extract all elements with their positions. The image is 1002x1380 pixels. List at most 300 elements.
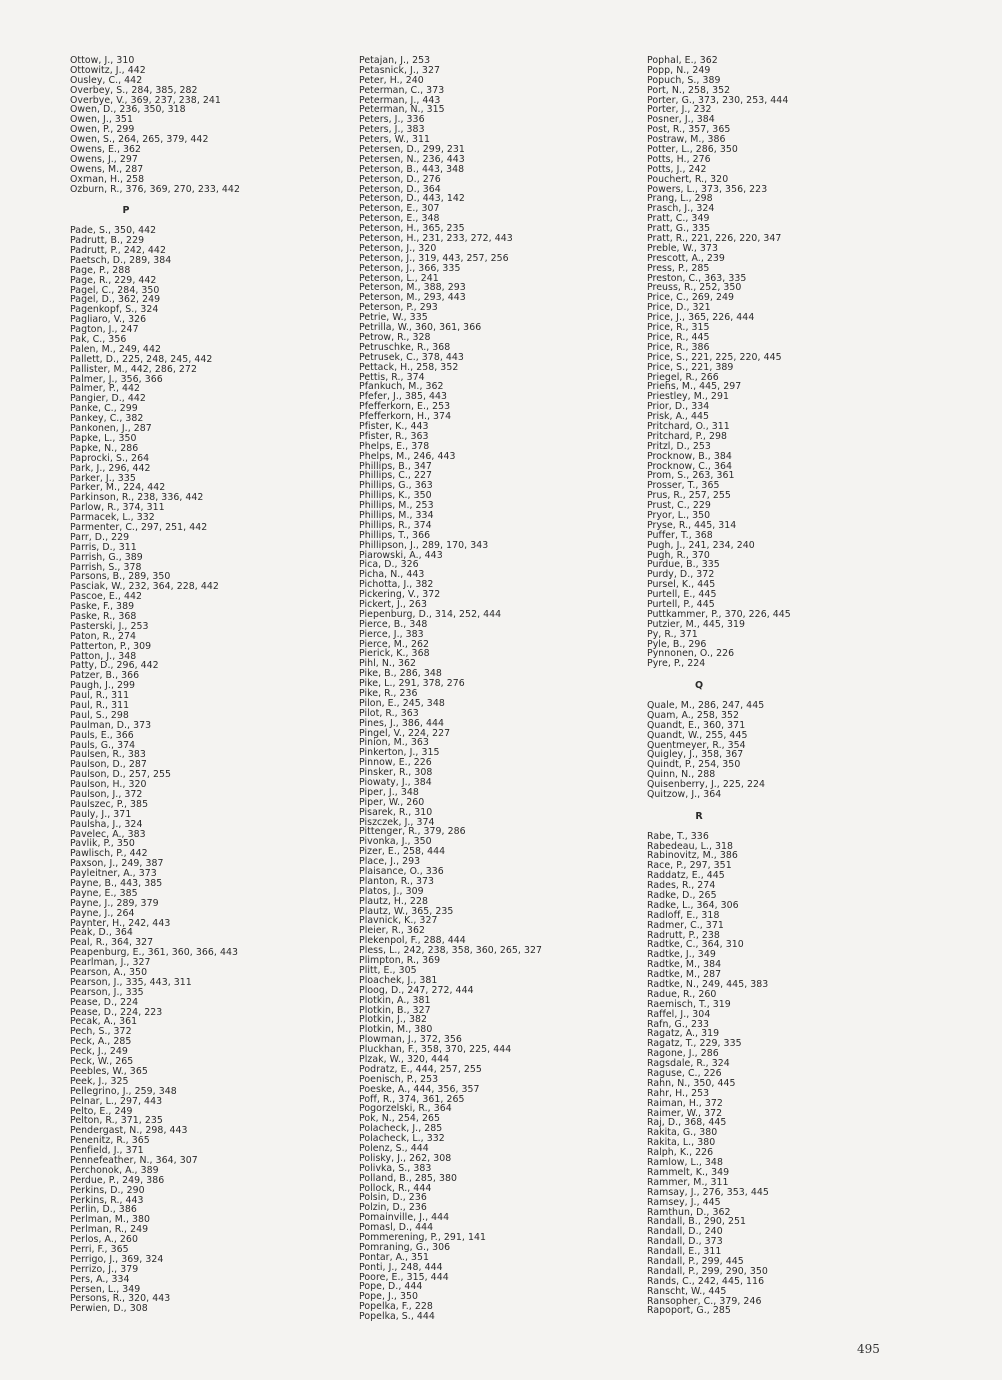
index-entry: Peterman, C., 373 <box>359 84 445 96</box>
index-entry: Owens, M., 287 <box>70 163 144 175</box>
index-entry: Plimpton, R., 369 <box>359 955 441 967</box>
index-entry: Plotkin, M., 380 <box>359 1024 433 1036</box>
index-entry: Ragatz, T., 229, 335 <box>647 1038 742 1050</box>
index-entry: Paxson, J., 249, 387 <box>70 858 164 870</box>
index-entry: Plzak, W., 320, 444 <box>359 1053 450 1065</box>
index-entry: Potter, L., 286, 350 <box>647 144 738 156</box>
index-entry: Py, R., 371 <box>647 628 698 640</box>
index-entry: Petersen, D., 299, 231 <box>359 144 465 156</box>
index-entry: Parmenter, C., 297, 251, 442 <box>70 521 208 533</box>
index-entry: Rands, C., 242, 445, 116 <box>647 1275 765 1287</box>
index-entry: Pickert, J., 263 <box>359 598 427 610</box>
index-entry: Priehs, M., 445, 297 <box>647 381 742 393</box>
index-entry: Pratt, R., 221, 226, 220, 347 <box>647 233 782 245</box>
index-entry: Pinsker, R., 308 <box>359 767 433 779</box>
index-entry: Pers, A., 334 <box>70 1273 130 1285</box>
index-entry: Parmacek, L., 332 <box>70 512 155 524</box>
index-entry: Peter, H., 240 <box>359 74 424 86</box>
index-entry: Pizer, E., 258, 444 <box>359 846 446 858</box>
index-entry: Piowaty, J., 384 <box>359 777 432 789</box>
index-entry: Popelka, S., 444 <box>359 1311 435 1323</box>
index-entry: Phelps, M., 246, 443 <box>359 450 456 462</box>
index-entry: Poff, R., 374, 361, 265 <box>359 1093 465 1105</box>
index-entry: Overbye, V., 369, 237, 238, 241 <box>70 94 221 106</box>
index-entry: Payne, J., 289, 379 <box>70 897 159 909</box>
index-entry: Purtell, E., 445 <box>647 589 717 601</box>
index-entry: Ransopher, C., 379, 246 <box>647 1295 762 1307</box>
index-entry: Ploachek, J., 381 <box>359 974 438 986</box>
index-entry: Radmer, C., 371 <box>647 919 724 931</box>
index-entry: Parris, D., 311 <box>70 541 137 553</box>
index-entry: Peterson, D., 443, 142 <box>359 193 465 205</box>
index-entry: Pines, J., 386, 444 <box>359 717 445 729</box>
index-entry: Perkins, D., 290 <box>70 1184 145 1196</box>
index-entry: Pomainville, J., 444 <box>359 1212 450 1224</box>
index-entry: Raiman, H., 372 <box>647 1097 723 1109</box>
index-entry: Pritchard, O., 311 <box>647 420 730 432</box>
index-entry: Ragone, J., 286 <box>647 1048 719 1060</box>
index-entry: Pallister, M., 442, 286, 272 <box>70 363 197 375</box>
index-entry: Pomraning, G., 306 <box>359 1241 451 1253</box>
index-entry: Page, P., 288 <box>70 264 131 276</box>
index-entry: Padrutt, B., 229 <box>70 235 145 247</box>
index-entry: Radtke, M., 384 <box>647 959 722 971</box>
index-entry: Pugh, R., 370 <box>647 549 710 561</box>
index-entry: Pearson, J., 335 <box>70 986 144 998</box>
index-entry: Paulson, D., 257, 255 <box>70 769 172 781</box>
index-entry: Piarowski, A., 443 <box>359 549 443 561</box>
index-entry: Peterson, D., 364 <box>359 183 441 195</box>
index-entry: Pratt, G., 335 <box>647 223 711 235</box>
index-entry: Pangier, D., 442 <box>70 393 146 405</box>
index-entry: Priegel, R., 266 <box>647 371 719 383</box>
index-entry: Perrizo, J., 379 <box>70 1263 139 1275</box>
index-entry: Porter, J., 232 <box>647 104 712 116</box>
index-entry: Pierick, K., 368 <box>359 648 430 660</box>
index-entry: Pisarek, R., 310 <box>359 806 433 818</box>
index-entry: Pallett, D., 225, 248, 245, 442 <box>70 353 213 365</box>
index-entry: Polland, B., 285, 380 <box>359 1172 458 1184</box>
index-entry: Perlin, D., 386 <box>70 1204 137 1216</box>
index-entry: Prust, C., 229 <box>647 500 711 512</box>
index-entry: Phillips, B., 347 <box>359 460 432 472</box>
index-entry: Pinion, M., 363 <box>359 737 429 749</box>
index-entry: Popp, N., 249 <box>647 64 711 76</box>
index-entry: Purdue, B., 335 <box>647 559 720 571</box>
index-entry: Paulson, H., 320 <box>70 779 147 791</box>
index-entry: Pittenger, R., 379, 286 <box>359 826 466 838</box>
index-entry: Pless, L., 242, 238, 358, 360, 265, 327 <box>359 945 543 957</box>
index-entry: Pasciak, W., 232, 364, 228, 442 <box>70 581 219 593</box>
index-entry: Prior, D., 334 <box>647 401 710 413</box>
index-entry: Owen, J., 351 <box>70 114 133 126</box>
index-entry: Peters, W., 311 <box>359 134 431 146</box>
index-entry: Parr, D., 229 <box>70 531 130 543</box>
index-entry: Piper, W., 260 <box>359 796 425 808</box>
index-entry: Pfister, R., 363 <box>359 430 429 442</box>
index-entry: Pica, D., 326 <box>359 559 419 571</box>
index-entry: Paul, R., 311 <box>70 699 130 711</box>
section-letter-heading: R <box>695 810 703 822</box>
index-entry: Preble, W., 373 <box>647 242 718 254</box>
index-entry: Radtke, M., 287 <box>647 969 722 981</box>
index-entry: Pearson, J., 335, 443, 311 <box>70 976 192 988</box>
index-entry: Pingel, V., 224, 227 <box>359 727 451 739</box>
index-entry: Petrie, W., 335 <box>359 312 428 324</box>
index-entry: Poore, E., 315, 444 <box>359 1271 449 1283</box>
index-entry: Rabe, T., 336 <box>647 830 709 842</box>
index-entry: Peterson, J., 320 <box>359 242 437 254</box>
index-entry: Pratt, C., 349 <box>647 213 710 225</box>
index-entry: Place, J., 293 <box>359 856 421 868</box>
index-entry: Peterson, J., 319, 443, 257, 256 <box>359 252 509 264</box>
index-entry: Raemisch, T., 319 <box>647 998 731 1010</box>
index-entry: Pease, D., 224 <box>70 996 139 1008</box>
index-entry: Pauls, G., 374 <box>70 739 136 751</box>
index-entry: Peterson, D., 276 <box>359 173 441 185</box>
index-entry: Paske, F., 389 <box>70 601 135 613</box>
section-letter-heading: P <box>122 205 130 217</box>
index-entry: Phillips, M., 253 <box>359 500 434 512</box>
index-entry: Preuss, R., 252, 350 <box>647 282 742 294</box>
index-entry: Powers, L., 373, 356, 223 <box>647 183 768 195</box>
index-entry: Press, P., 285 <box>647 262 710 274</box>
index-entry: Pilot, R., 363 <box>359 707 419 719</box>
index-entry: Patzer, B., 366 <box>70 670 140 682</box>
index-entry: Phillips, M., 334 <box>359 509 434 521</box>
index-entry: Ragsdale, R., 324 <box>647 1058 730 1070</box>
index-entry: Polenz, S., 444 <box>359 1142 429 1154</box>
index-entry: Pope, D., 444 <box>359 1281 423 1293</box>
index-entry: Petruschke, R., 368 <box>359 341 451 353</box>
index-entry: Plitt, E., 305 <box>359 964 417 976</box>
index-entry: Paulman, D., 373 <box>70 719 152 731</box>
index-entry: Porter, G., 373, 230, 253, 444 <box>647 94 789 106</box>
index-entry: Parker, M., 224, 442 <box>70 482 166 494</box>
index-entry: Overbey, S., 284, 385, 282 <box>70 84 198 96</box>
index-entry: Pierce, J., 383 <box>359 628 424 640</box>
index-entry: Peterson, E., 348 <box>359 213 440 225</box>
index-entry: Phillips, K., 350 <box>359 490 432 502</box>
index-entry: Pagel, C., 284, 350 <box>70 284 160 296</box>
index-entry: Putzier, M., 445, 319 <box>647 618 746 630</box>
index-entry: Pagel, D., 362, 249 <box>70 294 161 306</box>
index-entry: Pease, D., 224, 223 <box>70 1006 163 1018</box>
index-entry: Radloff, E., 318 <box>647 909 720 921</box>
index-entry: Pauly, J., 371 <box>70 808 132 820</box>
index-entry: Radke, D., 265 <box>647 890 717 901</box>
index-entry: Peterson, M., 388, 293 <box>359 282 466 294</box>
index-entry: Perwien, D., 308 <box>70 1303 148 1315</box>
index-entry: Oxman, H., 258 <box>70 173 145 185</box>
index-entry: Pouchert, R., 320 <box>647 173 729 185</box>
section-spacer <box>70 194 350 206</box>
index-entry: Price, R., 386 <box>647 341 710 353</box>
index-entry: Perrigo, J., 369, 324 <box>70 1253 164 1265</box>
index-entry: Procknow, C., 364 <box>647 460 732 472</box>
index-entry: Raj, D., 368, 445 <box>647 1117 727 1129</box>
index-entry: Picha, N., 443 <box>359 569 425 581</box>
index-entry: Padrutt, P., 242, 442 <box>70 245 166 257</box>
index-entry: Rapoport, G., 285 <box>647 1305 731 1317</box>
index-entry: Rahn, N., 350, 445 <box>647 1077 736 1089</box>
index-entry: Pfefer, J., 385, 443 <box>359 391 448 403</box>
index-entry: Price, R., 445 <box>647 331 710 343</box>
index-entry: Peters, J., 383 <box>359 124 425 136</box>
index-entry: Peterson, P., 293 <box>359 302 438 314</box>
index-entry: Pritchard, P., 298 <box>647 430 727 442</box>
index-entry: Pihl, N., 362 <box>359 658 417 670</box>
index-entry: Rabinovitz, M., 386 <box>647 850 738 862</box>
index-entry: Paulson, J., 372 <box>70 789 143 800</box>
index-entry: Owen, S., 264, 265, 379, 442 <box>70 134 209 146</box>
index-entry: Plotkin, A., 381 <box>359 994 431 1006</box>
index-entry: Ottow, J., 310 <box>70 55 135 66</box>
index-entry: Paulson, D., 287 <box>70 759 147 771</box>
index-entry: Ralph, K., 226 <box>647 1147 714 1159</box>
index-entry: Ploog, D., 247, 272, 444 <box>359 984 474 996</box>
index-entry: Polacheck, J., 285 <box>359 1123 443 1135</box>
index-entry: Radue, R., 260 <box>647 988 717 1000</box>
index-entry: Randall, D., 373 <box>647 1236 723 1248</box>
index-entry: Payne, J., 264 <box>70 907 135 919</box>
index-entry: Petersen, N., 236, 443 <box>359 153 465 165</box>
index-entry: Paske, R., 368 <box>70 610 137 622</box>
index-entry: Polacheck, L., 332 <box>359 1133 445 1145</box>
index-entry: Prus, R., 257, 255 <box>647 490 731 502</box>
index-entry: Phillips, G., 363 <box>359 480 433 492</box>
index-entry: Rammer, M., 311 <box>647 1176 729 1188</box>
index-entry: Pade, S., 350, 442 <box>70 225 157 237</box>
index-entry: Prosser, T., 365 <box>647 480 720 492</box>
index-entry: Pellegrino, J., 259, 348 <box>70 1085 177 1097</box>
index-entry: Pankey, C., 382 <box>70 413 144 425</box>
index-entry: Ramsay, J., 276, 353, 445 <box>647 1186 769 1198</box>
index-entry: Pak, C., 356 <box>70 334 127 346</box>
index-entry: Pennefeather, N., 364, 307 <box>70 1154 198 1166</box>
index-entry: Petrusek, C., 378, 443 <box>359 351 464 363</box>
index-entry: Quisenberry, J., 225, 224 <box>647 779 765 791</box>
index-entry: Peterson, H., 231, 233, 272, 443 <box>359 233 513 245</box>
index-entry: Peck, W., 265 <box>70 1056 134 1068</box>
index-entry: Peterson, B., 443, 348 <box>359 163 465 175</box>
index-entry: Peek, J., 325 <box>70 1075 129 1087</box>
index-entry: Owens, E., 362 <box>70 144 142 156</box>
index-entry: Ramsey, J., 445 <box>647 1196 721 1208</box>
index-entry: Pryse, R., 445, 314 <box>647 519 737 531</box>
index-entry: Perkins, R., 443 <box>70 1194 144 1206</box>
index-entry: Persen, L., 349 <box>70 1283 141 1295</box>
index-entry: Pelnar, L., 297, 443 <box>70 1095 163 1107</box>
index-entry: Priestley, M., 291 <box>647 391 729 403</box>
index-entry: Polzin, D., 236 <box>359 1202 427 1214</box>
index-entry: Perdue, P., 249, 386 <box>70 1174 165 1186</box>
index-entry: Radke, L., 364, 306 <box>647 899 739 911</box>
index-entry: Pike, L., 291, 378, 276 <box>359 678 465 690</box>
index-entry: Pinkerton, J., 315 <box>359 747 440 759</box>
index-entry: Phelps, E., 378 <box>359 440 430 452</box>
index-column-1 <box>70 56 350 1314</box>
index-entry: Ramthun, D., 362 <box>647 1206 731 1218</box>
index-entry: Pugh, J., 241, 234, 240 <box>647 539 755 551</box>
index-entry: Quitzow, J., 364 <box>647 789 722 800</box>
index-entry: Persons, R., 320, 443 <box>70 1293 171 1305</box>
index-entry: Phillips, C., 227 <box>359 470 433 482</box>
index-entry: Petasnick, J., 327 <box>359 64 440 76</box>
index-entry: Plowman, J., 372, 356 <box>359 1034 462 1046</box>
index-entry: Petrow, R., 328 <box>359 331 431 343</box>
index-entry: Peterman, J., 443 <box>359 94 441 106</box>
index-entry: Quindt, P., 254, 350 <box>647 759 741 771</box>
index-entry: Pynnonen, O., 226 <box>647 648 735 660</box>
index-entry: Radtke, J., 349 <box>647 949 716 961</box>
index-entry: Plaisance, O., 336 <box>359 866 444 878</box>
index-entry: Paprocki, S., 264 <box>70 452 150 464</box>
index-entry: Poeske, A., 444, 356, 357 <box>359 1083 480 1095</box>
index-entry: Pophal, E., 362 <box>647 55 718 66</box>
index-entry: Pfister, K., 443 <box>359 420 429 432</box>
index-entry: Pettack, H., 258, 352 <box>359 361 459 373</box>
page-number: 495 <box>857 1342 880 1356</box>
index-entry: Patton, J., 348 <box>70 650 137 662</box>
index-entry: Puttkammer, P., 370, 226, 445 <box>647 608 791 620</box>
index-entry: Pilon, E., 245, 348 <box>359 697 445 709</box>
index-entry: Prasch, J., 324 <box>647 203 715 215</box>
index-entry: Rakita, L., 380 <box>647 1137 716 1149</box>
index-entry: Pyle, B., 296 <box>647 638 707 650</box>
index-entry: Parrish, S., 378 <box>70 561 142 573</box>
index-entry: Randall, D., 240 <box>647 1226 723 1238</box>
index-entry: Peterson, E., 307 <box>359 203 440 215</box>
index-entry: Price, S., 221, 389 <box>647 361 734 373</box>
index-entry: Paton, R., 274 <box>70 630 137 642</box>
index-entry: Pavelec, A., 383 <box>70 828 146 840</box>
index-entry: Pearlman, J., 327 <box>70 957 151 969</box>
index-entry: Phillipson, J., 289, 170, 343 <box>359 539 489 551</box>
index-entry: Perlman, M., 380 <box>70 1214 151 1226</box>
index-entry: Pryor, L., 350 <box>647 509 711 521</box>
index-entry: Pierce, B., 348 <box>359 618 428 630</box>
index-entry: Randall, P., 299, 290, 350 <box>647 1265 768 1277</box>
index-column-3 <box>647 56 927 1316</box>
index-entry: Pagliaro, V., 326 <box>70 314 147 326</box>
index-entry: Pyre, P., 224 <box>647 658 706 670</box>
index-entry: Pagton, J., 247 <box>70 324 139 336</box>
index-entry: Quandt, E., 360, 371 <box>647 719 746 731</box>
index-entry: Raguse, C., 226 <box>647 1068 722 1080</box>
index-entry: Papke, L., 350 <box>70 432 137 444</box>
index-entry: Palmer, P., 442 <box>70 383 141 395</box>
index-entry: Pendergast, N., 298, 443 <box>70 1125 188 1137</box>
index-entry: Pelton, R., 371, 235 <box>70 1115 163 1127</box>
index-entry: Palmer, J., 356, 366 <box>70 373 163 385</box>
index-entry: Paugh, J., 299 <box>70 680 136 692</box>
index-entry: Puffer, T., 368 <box>647 529 713 541</box>
index-entry: Payne, E., 385 <box>70 887 138 899</box>
index-entry: Ranscht, W., 445 <box>647 1285 727 1297</box>
index-entry: Phillips, T., 366 <box>359 529 431 541</box>
index-entry: Pok, N., 254, 265 <box>359 1113 440 1125</box>
index-entry: Rabedeau, L., 318 <box>647 840 734 852</box>
index-entry: Preston, C., 363, 335 <box>647 272 747 284</box>
index-entry: Quam, A., 258, 352 <box>647 709 739 721</box>
index-entry: Pauls, E., 366 <box>70 729 134 741</box>
index-entry: Randall, B., 290, 251 <box>647 1216 747 1228</box>
index-entry: Ponti, J., 248, 444 <box>359 1261 443 1273</box>
index-entry: Pluckhan, F., 358, 370, 225, 444 <box>359 1044 512 1056</box>
index-column-2 <box>359 56 639 1322</box>
index-entry: Piszczek, J., 374 <box>359 816 435 828</box>
index-entry: Peal, R., 364, 327 <box>70 937 154 949</box>
index-entry: Parker, J., 335 <box>70 472 136 484</box>
index-entry: Perchonok, A., 389 <box>70 1164 159 1176</box>
index-entry: Procknow, B., 384 <box>647 450 732 462</box>
index-entry: Platos, J., 309 <box>359 885 424 897</box>
index-entry: Paynter, H., 242, 443 <box>70 917 171 929</box>
section-spacer <box>647 800 927 812</box>
index-entry: Potts, J., 242 <box>647 163 707 175</box>
index-entry: Paul, R., 311 <box>70 690 130 702</box>
index-entry: Pomasl, D., 444 <box>359 1222 434 1234</box>
index-entry: Pleier, R., 362 <box>359 925 425 937</box>
index-entry: Paulszec, P., 385 <box>70 798 149 810</box>
index-entry: Phillips, R., 374 <box>359 519 432 531</box>
index-entry: Pavlik, P., 350 <box>70 838 135 850</box>
index-entry: Raffel, J., 304 <box>647 1008 711 1020</box>
index-entry: Peck, J., 249 <box>70 1046 128 1058</box>
section-letter-heading: Q <box>694 680 704 692</box>
index-entry: Pelto, E., 249 <box>70 1105 133 1117</box>
index-entry: Plekenpol, F., 288, 444 <box>359 935 466 947</box>
index-entry: Quigley, J., 358, 367 <box>647 749 744 761</box>
index-entry: Port, N., 258, 352 <box>647 84 731 96</box>
index-entry: Prisk, A., 445 <box>647 411 710 423</box>
index-entry: Pike, R., 236 <box>359 688 418 699</box>
index-entry: Rades, R., 274 <box>647 880 716 892</box>
index-entry: Prescott, A., 239 <box>647 252 725 264</box>
index-entry: Prang, L., 298 <box>647 193 713 205</box>
index-entry: Raimer, W., 372 <box>647 1107 723 1119</box>
index-entry: Peters, J., 336 <box>359 114 425 126</box>
index-entry: Pech, S., 372 <box>70 1026 132 1038</box>
index-entry: Peterman, N., 315 <box>359 104 445 116</box>
index-entry: Pope, J., 350 <box>359 1291 418 1303</box>
index-entry: Peck, A., 285 <box>70 1036 132 1048</box>
index-entry: Radtke, N., 249, 445, 383 <box>647 979 769 991</box>
index-entry: Owen, P., 299 <box>70 124 135 136</box>
index-entry: Petrilla, W., 360, 361, 366 <box>359 322 482 334</box>
index-entry: Payleitner, A., 373 <box>70 868 157 880</box>
index-entry: Polsin, D., 236 <box>359 1192 427 1204</box>
index-entry: Patty, D., 296, 442 <box>70 660 159 672</box>
index-entry: Pfankuch, M., 362 <box>359 381 444 393</box>
index-entry: Patterton, P., 309 <box>70 640 152 652</box>
index-entry: Pawlisch, P., 442 <box>70 848 148 860</box>
index-entry: Paul, S., 298 <box>70 709 129 721</box>
index-entry: Plavnick, K., 327 <box>359 915 438 927</box>
index-entry: Pritzl, D., 253 <box>647 440 711 452</box>
index-entry: Plautz, H., 228 <box>359 895 428 907</box>
index-entry: Price, J., 365, 226, 444 <box>647 312 755 324</box>
index-entry: Payne, B., 443, 385 <box>70 878 163 890</box>
index-entry: Ramlow, L., 348 <box>647 1157 723 1169</box>
index-entry: Rahr, H., 253 <box>647 1087 710 1099</box>
index-entry: Parrish, G., 389 <box>70 551 143 563</box>
index-entry: Plotkin, J., 382 <box>359 1014 428 1026</box>
index-entry: Owen, D., 236, 350, 318 <box>70 104 186 116</box>
index-entry: Perlman, R., 249 <box>70 1224 149 1236</box>
index-entry: Penenitz, R., 365 <box>70 1135 150 1147</box>
